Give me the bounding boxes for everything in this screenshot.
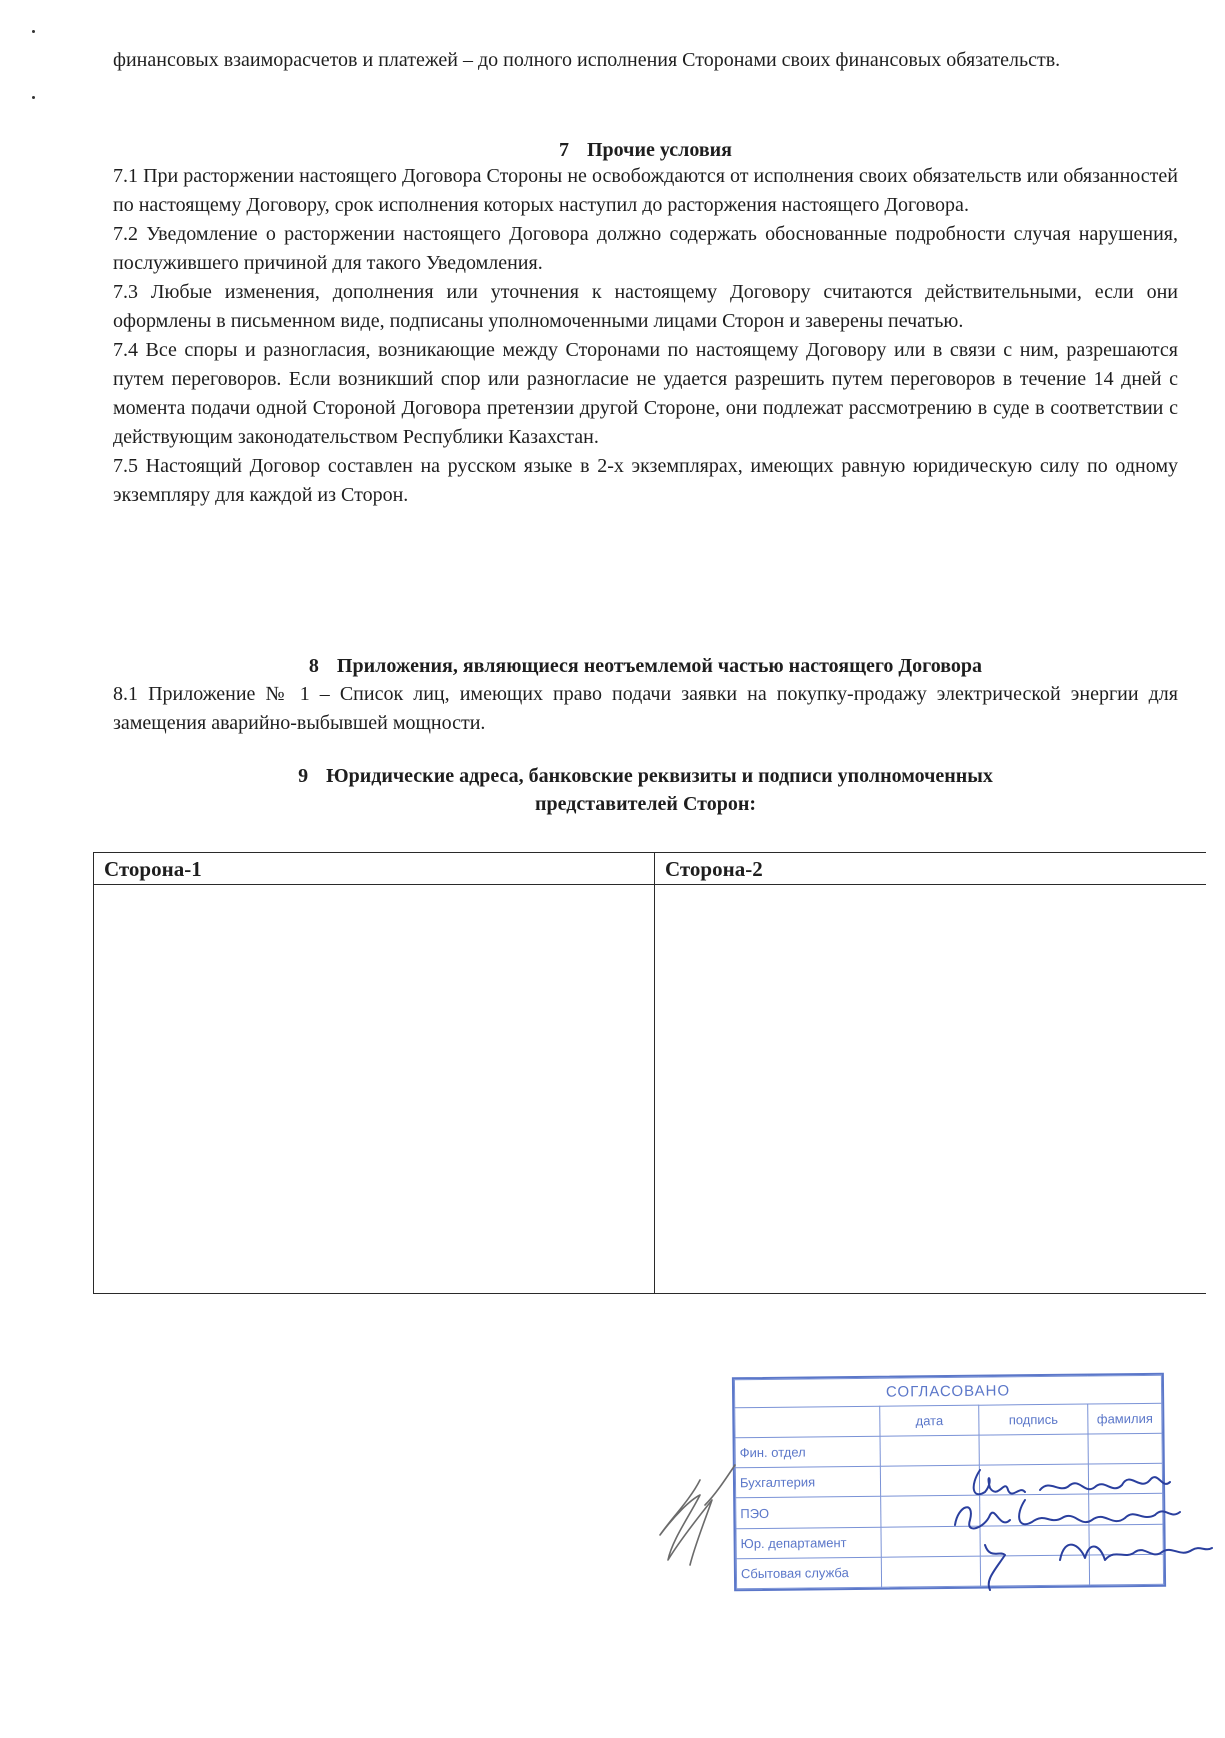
stamp-row-label: ПЭО	[736, 1497, 881, 1529]
section-title-line2: представителей Сторон:	[534, 793, 756, 815]
section-number: 9	[298, 765, 309, 787]
intro-paragraph	[113, 46, 1178, 75]
section-number: 7	[559, 139, 569, 161]
stamp-row-label: Юр. департамент	[736, 1527, 881, 1559]
section-7-body	[113, 162, 1178, 510]
party-2-column	[654, 853, 1206, 1293]
section-title-line1: Юридические адреса, банковские реквизиты и подписи уполномоченных	[326, 765, 993, 787]
scan-dot	[32, 30, 35, 33]
stamp-row-label: Фин. отдел	[735, 1436, 880, 1468]
stamp-title: СОГЛАСОВАНО	[734, 1375, 1161, 1407]
party-1-header: Сторона-1	[94, 853, 654, 885]
clause-7-2: 7.2 Уведомление о расторжении настоящего Договора должно содержать обоснованные подробности случая нарушения, послужившего причиной для такого Уведомления.	[113, 223, 1178, 274]
section-number: 8	[308, 655, 319, 677]
parties-table	[93, 852, 1206, 1294]
signature-scribble-left	[660, 1465, 735, 1565]
clause-7-5: 7.5 Настоящий Договор составлен на русском языке в 2-х экземплярах, имеющих равную юридическую силу по одному экземпляру для каждой из Сторон.	[113, 455, 1178, 506]
section-8-body	[113, 680, 1178, 738]
section-title: Приложения, являющиеся неотъемлемой частью настоящего Договора	[336, 655, 983, 677]
clause-7-1: 7.1 При расторжении настоящего Договора Стороны не освобождаются от исполнения своих обязательств или обязанностей по настоящему Договору, срок исполнения которых наступил до расторжения настоящего Договора.	[113, 165, 1178, 216]
section-8-heading	[113, 652, 1178, 680]
section-7-heading	[113, 136, 1178, 164]
clause-7-3: 7.3 Любые изменения, дополнения или уточнения к настоящему Договору считаются действительными, если они оформлены в письменном виде, подписаны уполномоченными лицами Сторон и заверены печатью.	[113, 281, 1178, 332]
scan-dot	[32, 96, 35, 99]
stamp-corner-cell	[735, 1406, 880, 1438]
stamp-col-date: дата	[880, 1405, 979, 1436]
approval-stamp	[732, 1373, 1166, 1592]
clause-8-1: 8.1 Приложение № 1 – Список лиц, имеющих право подачи заявки на покупку-продажу электрической энергии для замещения аварийно-выбывшей мощности.	[113, 683, 1178, 734]
section-title: Прочие условия	[587, 139, 732, 161]
stamp-col-signature: подпись	[979, 1404, 1088, 1435]
stamp-row-label: Бухгалтерия	[735, 1466, 880, 1498]
clause-7-4: 7.4 Все споры и разногласия, возникающие между Сторонами по настоящему Договору или в связи с ним, разрешаются путем переговоров. Если возникший спор или разногласие не удается разрешить путем переговоров в течение 14 дней с момента подачи одной Стороной Договора претензии другой Стороне, они подлежат рассмотрению в суде в соответствии с действующим законодательством Республики Казахстан.	[113, 339, 1178, 448]
party-1-column	[94, 853, 654, 1293]
intro-text: финансовых взаиморасчетов и платежей – до полного исполнения Сторонами своих финансовых обязательств.	[113, 49, 1061, 71]
section-9-heading	[113, 762, 1178, 818]
stamp-col-surname: фамилия	[1088, 1403, 1162, 1434]
party-2-header: Сторона-2	[655, 853, 1206, 885]
stamp-row-label: Сбытовая служба	[736, 1557, 881, 1589]
